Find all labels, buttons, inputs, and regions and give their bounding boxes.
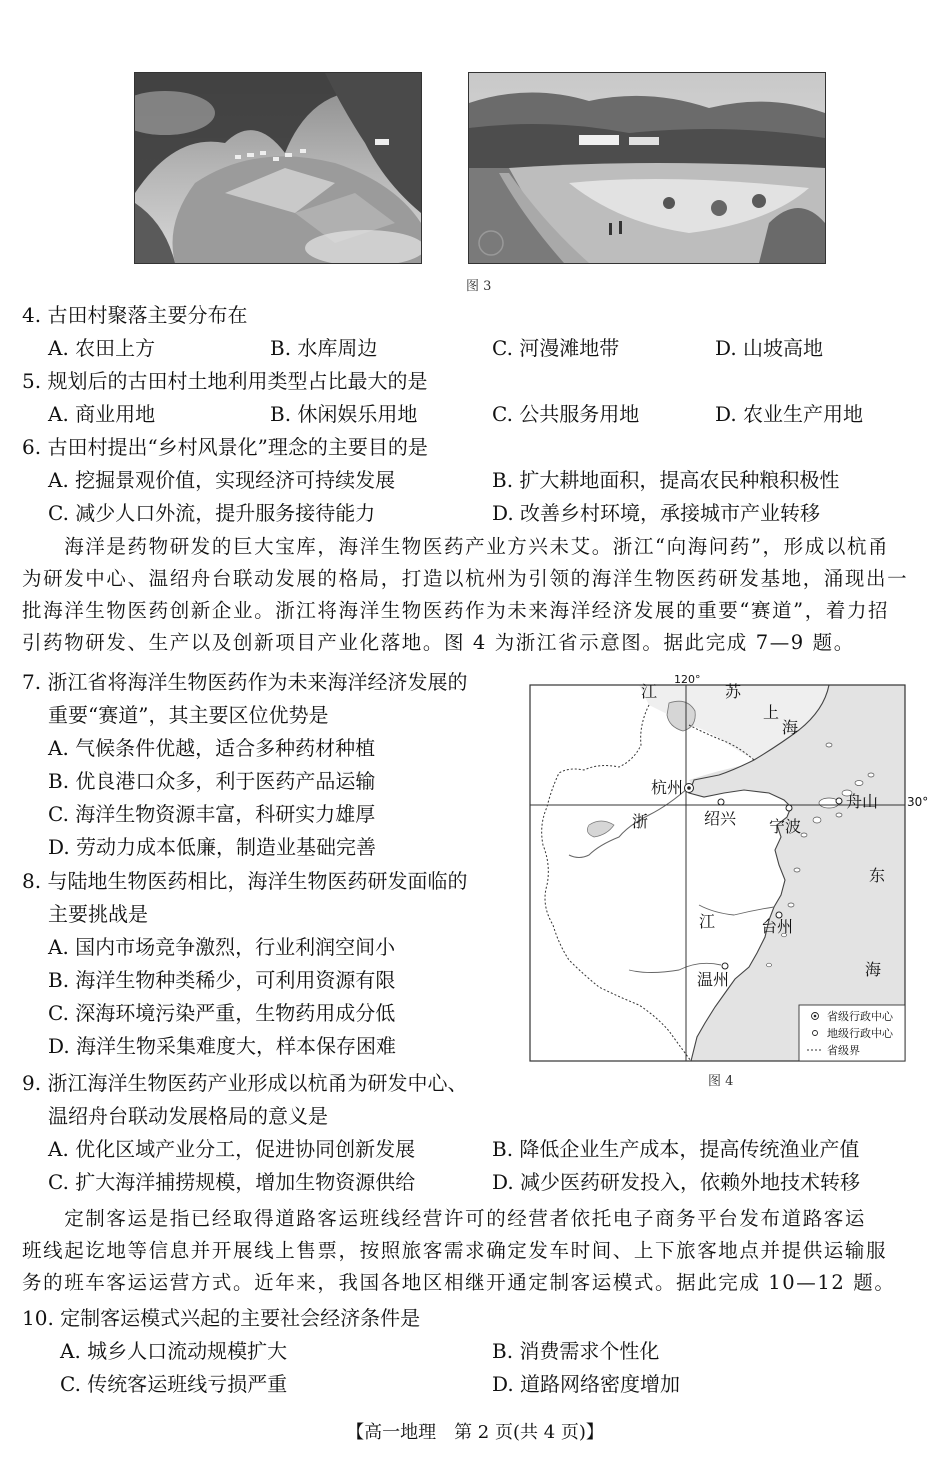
question-10-stem: 10. 定制客运模式兴起的主要社会经济条件是 [22, 1306, 421, 1330]
passage-3-line: 务的班车客运运营方式。近年来，我国各地区相继开通定制客运模式。据此完成 10—12 题。 [22, 1271, 896, 1294]
legend-prefecture-icon [813, 1031, 818, 1036]
question-4-option-c: C. 河漫滩地带 [492, 336, 620, 360]
region-label-jiang2: 江 [699, 912, 716, 931]
passage-3-line: 定制客运是指已经取得道路客运班线经营许可的经营者依托电子商务平台发布道路客运 [22, 1207, 867, 1230]
passage-custom-passenger-transport [22, 1203, 928, 1299]
question-8-option-b: B. 海洋生物种类稀少，可利用资源有限 [48, 968, 396, 992]
passage-2-line: 为研发中心、温绍舟台联动发展的格局，打造以杭州为引领的海洋生物医药研发基地，涌现出一 [22, 567, 909, 590]
question-6-option-d: D. 改善乡村环境，承接城市产业转移 [492, 501, 821, 525]
passage-2-line: 海洋是药物研发的巨大宝库，海洋生物医药产业方兴未艾。浙江“向海问药”，形成以杭甬 [22, 535, 890, 558]
question-4-option-b: B. 水库周边 [270, 336, 378, 360]
question-9-stem-cont: 温绍舟台联动发展格局的意义是 [48, 1104, 328, 1128]
page-footer: 【高一地理 第 2 页(共 4 页)】 [346, 1422, 604, 1443]
map-legend [799, 1005, 905, 1061]
passage-marine-biomedicine [22, 531, 928, 659]
question-8-stem: 8. 与陆地生物医药相比，海洋生物医药研发面临的 [22, 869, 468, 893]
question-10-option-a: A. 城乡人口流动规模扩大 [60, 1339, 288, 1363]
city-label-zhoushan: 舟山 [846, 792, 879, 811]
question-5-option-a: A. 商业用地 [48, 402, 156, 426]
question-7-stem: 7. 浙江省将海洋生物医药作为未来海洋经济发展的 [22, 670, 468, 694]
question-8-option-a: A. 国内市场竞争激烈，行业利润空间小 [48, 935, 396, 959]
legend-provincial-center: 省级行政中心 [827, 1010, 893, 1023]
zhejiang-map-svg [529, 675, 907, 1063]
region-label-shang: 上 [763, 703, 780, 722]
question-4-option-a: A. 农田上方 [48, 336, 156, 360]
legend-boundary: 省级界 [827, 1044, 860, 1057]
question-6-option-a: A. 挖掘景观价值，实现经济可持续发展 [48, 468, 396, 492]
figure3-photo-right [468, 72, 826, 264]
question-9-option-d: D. 减少医药研发投入，依赖外地技术转移 [492, 1170, 861, 1194]
question-7-option-a: A. 气候条件优越，适合多种药材种植 [48, 736, 376, 760]
legend-prefecture-center: 地级行政中心 [827, 1027, 893, 1040]
city-label-taizhou: 台州 [761, 917, 794, 936]
figure4-caption: 图 4 [708, 1074, 734, 1089]
question-10-option-d: D. 道路网络密度增加 [492, 1372, 681, 1396]
question-6-option-c: C. 减少人口外流，提升服务接待能力 [48, 501, 376, 525]
question-5-option-c: C. 公共服务用地 [492, 402, 640, 426]
question-10-option-c: C. 传统客运班线亏损严重 [60, 1372, 288, 1396]
city-label-hangzhou: 杭州 [651, 778, 684, 797]
question-7-stem-cont: 重要“赛道”，其主要区位优势是 [48, 703, 329, 727]
passage-3-line: 班线起讫地等信息并开展线上售票，按照旅客需求确定发车时间、上下旅客地点并提供运输服 [22, 1239, 888, 1262]
region-label-hai: 海 [782, 718, 799, 737]
latitude-label-outside: 30° [907, 795, 929, 809]
question-7-option-c: C. 海洋生物资源丰富，科研实力雄厚 [48, 802, 376, 826]
riverside-park-image [469, 73, 825, 263]
figure4-map [529, 675, 907, 1063]
question-9-option-a: A. 优化区域产业分工，促进协同创新发展 [48, 1137, 416, 1161]
question-8-option-c: C. 深海环境污染严重，生物药用成分低 [48, 1001, 396, 1025]
question-4-option-d: D. 山坡高地 [715, 336, 824, 360]
question-6-stem: 6. 古田村提出“乡村风景化”理念的主要目的是 [22, 435, 428, 459]
figure3-caption: 图 3 [466, 279, 492, 294]
city-label-shaoxing: 绍兴 [704, 809, 737, 828]
city-label-ningbo: 宁波 [769, 817, 802, 836]
question-9-option-b: B. 降低企业生产成本，提高传统渔业产值 [492, 1137, 860, 1161]
question-10-option-b: B. 消费需求个性化 [492, 1339, 660, 1363]
passage-2-line: 引药物研发、生产以及创新项目产业化落地。图 4 为浙江省示意图。据此完成 7—9 题。 [22, 631, 855, 654]
question-7-option-b: B. 优良港口众多，利于医药产品运输 [48, 769, 376, 793]
question-9-option-c: C. 扩大海洋捕捞规模，增加生物资源供给 [48, 1170, 416, 1194]
region-label-su: 苏 [725, 682, 742, 701]
region-label-zhe: 浙 [632, 812, 649, 831]
question-8-stem-cont: 主要挑战是 [48, 902, 148, 926]
question-8-option-d: D. 海洋生物采集难度大，样本保存困难 [48, 1034, 397, 1058]
city-label-wenzhou: 温州 [697, 970, 730, 989]
question-4-stem: 4. 古田村聚落主要分布在 [22, 303, 248, 327]
longitude-label: 120° [674, 675, 701, 686]
village-aerial-image [135, 73, 421, 263]
question-5-stem: 5. 规划后的古田村土地利用类型占比最大的是 [22, 369, 428, 393]
question-9-stem: 9. 浙江海洋生物医药产业形成以杭甬为研发中心、 [22, 1071, 468, 1095]
figure3-photo-left [134, 72, 422, 264]
question-5-option-b: B. 休闲娱乐用地 [270, 402, 418, 426]
passage-2-line: 批海洋生物医药创新企业。浙江将海洋生物医药作为未来海洋经济发展的重要“赛道”，着力招 [22, 599, 890, 622]
question-6-option-b: B. 扩大耕地面积，提高农民种粮积极性 [492, 468, 840, 492]
question-7-option-d: D. 劳动力成本低廉，制造业基础完善 [48, 835, 377, 859]
sea-label-hai: 海 [865, 960, 882, 979]
sea-label-dong: 东 [869, 866, 886, 885]
question-5-option-d: D. 农业生产用地 [715, 402, 864, 426]
region-label-jiang: 江 [641, 682, 658, 701]
